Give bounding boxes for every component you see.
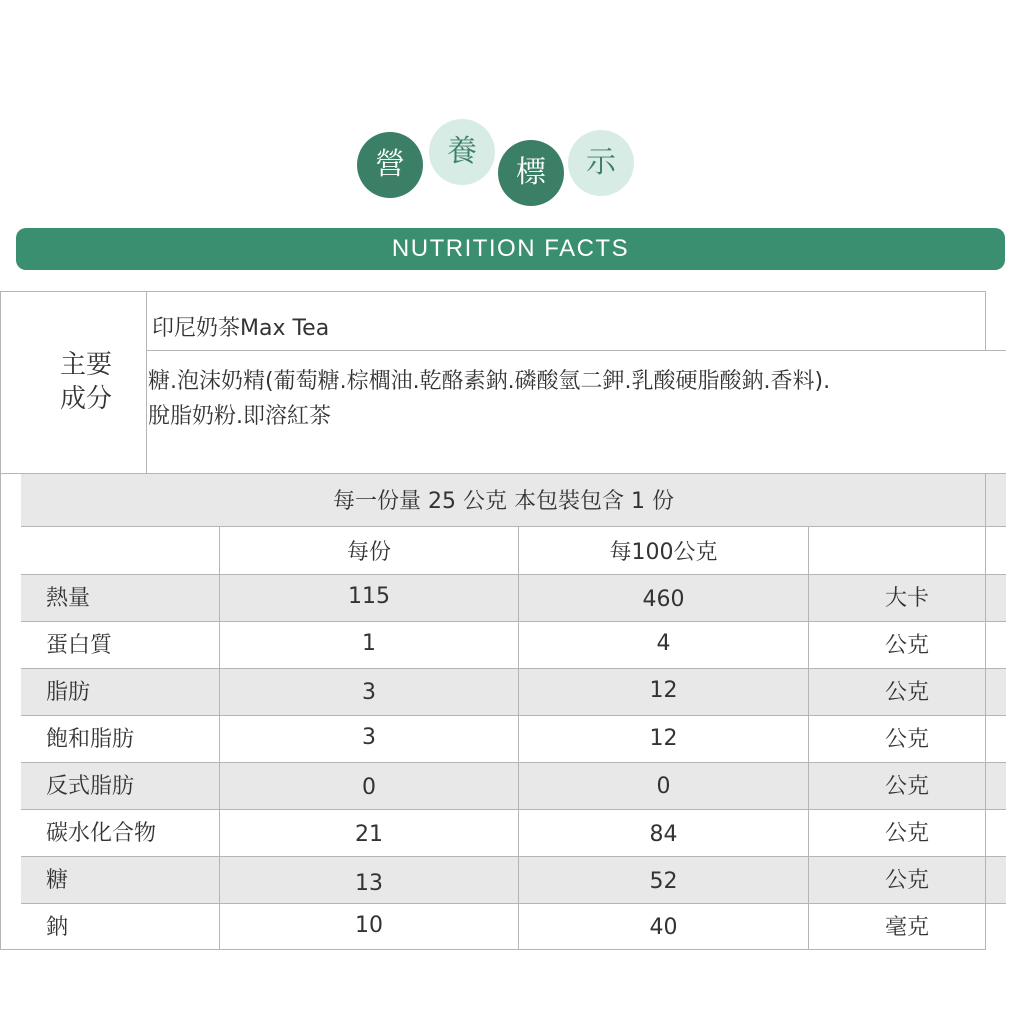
unit: 公克: [884, 727, 929, 752]
product-name: 印尼奶茶Max Tea: [152, 316, 330, 341]
ingredients-label-line2: 成分: [60, 384, 113, 414]
serving-info: 每一份量 25 公克 本包裝包含 1 份: [333, 489, 674, 514]
badge-yang: 養: [429, 119, 495, 185]
per-100g-value: 0: [656, 774, 671, 799]
per-100g-value: 4: [656, 631, 671, 656]
column-header-per-serving: 每份: [346, 540, 391, 565]
per-serving-value: 3: [362, 680, 376, 705]
nutrient-name: 飽和脂肪: [46, 727, 135, 752]
ingredients-line1: 糖.泡沫奶精(葡萄糖.棕櫚油.乾酪素鈉.磷酸氫二鉀.乳酸硬脂酸鈉.香料).: [148, 369, 831, 394]
unit: 公克: [884, 680, 929, 705]
per-100g-value: 52: [649, 869, 678, 894]
nutrient-name: 反式脂肪: [46, 774, 135, 799]
unit: 公克: [884, 774, 929, 799]
per-serving-value: 0: [362, 775, 376, 800]
nutrient-name: 蛋白質: [46, 633, 113, 658]
nutrient-name: 脂肪: [46, 680, 91, 705]
per-100g-value: 460: [642, 587, 685, 612]
ingredients-label-line1: 主要: [60, 350, 113, 380]
per-serving-value: 21: [355, 822, 383, 847]
per-100g-value: 40: [649, 915, 678, 940]
nutrient-name: 熱量: [46, 586, 91, 611]
ingredients-line2: 脫脂奶粉.即溶紅茶: [148, 404, 331, 429]
per-serving-value: 13: [355, 871, 383, 896]
unit: 毫克: [884, 915, 929, 940]
per-serving-value: 1: [362, 631, 376, 656]
unit: 大卡: [884, 586, 929, 611]
unit: 公克: [884, 868, 929, 893]
badge-shi: 示: [568, 130, 634, 196]
nutrient-name: 鈉: [46, 915, 69, 940]
column-header-per-100g: 每100公克: [609, 540, 718, 565]
badge-biao: 標: [498, 140, 564, 206]
per-100g-value: 12: [649, 726, 678, 751]
nutrient-name: 碳水化合物: [46, 821, 157, 846]
unit: 公克: [884, 633, 929, 658]
unit: 公克: [884, 821, 929, 846]
nutrition-facts-banner: NUTRITION FACTS: [16, 228, 1005, 270]
per-100g-value: 84: [649, 822, 678, 847]
per-serving-value: 3: [362, 725, 376, 750]
badge-ying: 營: [357, 132, 423, 198]
per-serving-value: 10: [355, 913, 383, 938]
nutrient-name: 糖: [46, 868, 69, 893]
per-serving-value: 115: [348, 584, 390, 609]
per-100g-value: 12: [649, 678, 678, 703]
